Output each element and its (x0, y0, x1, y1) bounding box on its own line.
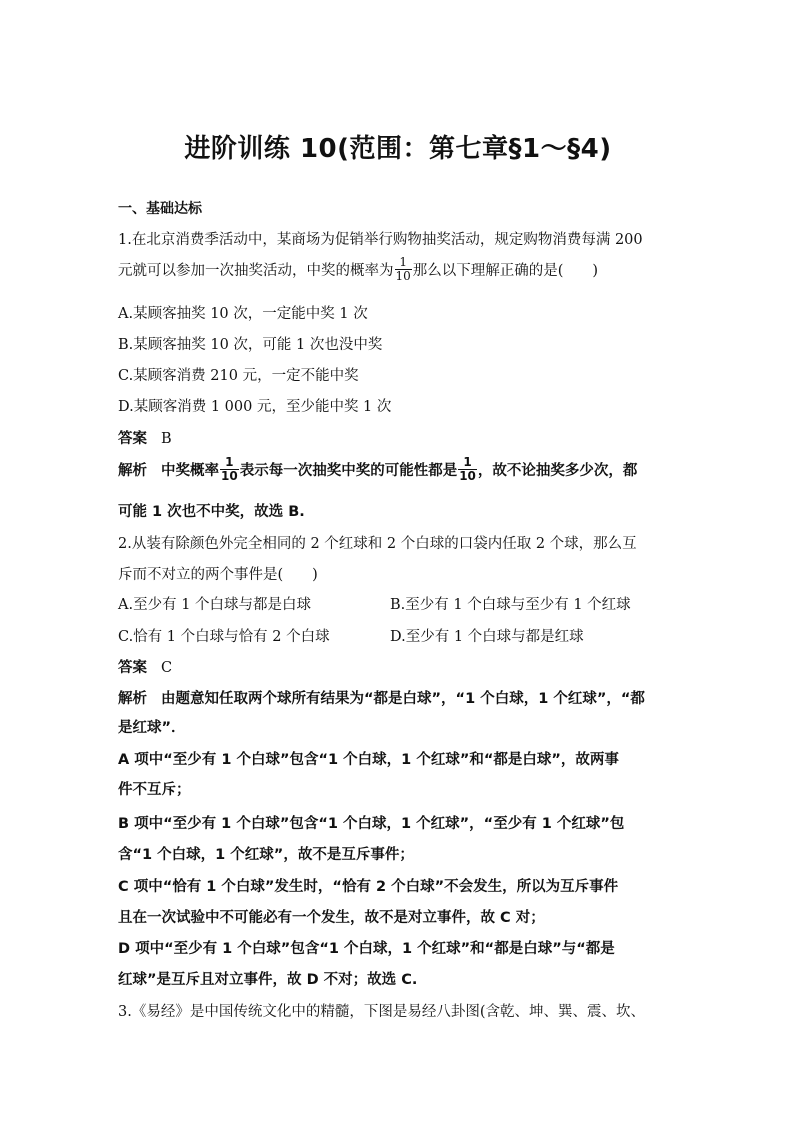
q1-analysis-mid: 表示每一次抽奖中奖的可能性都是 (239, 463, 458, 480)
q1-analysis-fraction-2-numerator: 1 (458, 456, 477, 470)
q2-a-line2: 件不互斥； (118, 782, 191, 798)
q1-stem-line2-pre: 元就可以参加一次抽奖活动，中奖的概率为 (118, 263, 394, 280)
q2-option-b: B.至少有 1 个白球与至少有 1 个红球 (390, 597, 631, 613)
q1-stem-line2 (118, 255, 599, 284)
q2-c-line2: 且在一次试验中不可能必有一个发生，故不是对立事件，故 C 对； (118, 910, 545, 926)
q2-d-line1: D 项中“至少有 1 个白球”包含“1 个白球，1 个红球”和“都是白球”与“都是 (118, 941, 615, 957)
q3-stem-line1: 3.《易经》是中国传统文化中的精髓，下图是易经八卦图(含乾、坤、巽、震、坎、 (118, 1004, 645, 1020)
q1-analysis-fraction-1-numerator: 1 (220, 456, 239, 470)
q2-answer-value: C (161, 660, 173, 676)
q2-b-line1: B 项中“至少有 1 个白球”包含“1 个白球，1 个红球”，“至少有 1 个红球”包 (118, 816, 625, 832)
q1-option-d: D.某顾客消费 1 000 元，至少能中奖 1 次 (118, 399, 392, 415)
q1-analysis-fraction-2-denominator: 10 (459, 468, 476, 483)
q1-option-c: C.某顾客消费 210 元，一定不能中奖 (118, 368, 359, 384)
q2-option-d: D.至少有 1 个白球与都是红球 (390, 629, 584, 645)
q1-option-b: B.某顾客抽奖 10 次，可能 1 次也没中奖 (118, 337, 383, 353)
q2-options-row1 (118, 593, 311, 614)
q2-analysis-line2: 是红球”． (118, 720, 186, 736)
q2-answer (118, 656, 172, 677)
q1-fraction (395, 256, 412, 282)
page-title: 进阶训练 10(范围：第七章§1～§4) (184, 134, 612, 164)
q1-analysis-fraction-1 (220, 456, 239, 482)
q2-analysis-text: 由题意知任取两个球所有结果为“都是白球”，“1 个白球，1 个红球”，“都 (161, 691, 645, 707)
q1-analysis-fraction-2 (458, 456, 477, 482)
q1-answer-value: B (161, 431, 172, 447)
q2-analysis-line1 (118, 687, 645, 708)
q2-c-line1: C 项中“恰有 1 个白球”发生时，“恰有 2 个白球”不会发生，所以为互斥事件 (118, 879, 619, 895)
q2-stem-line2: 斥而不对立的两个事件是( ) (118, 567, 318, 583)
q1-analysis-line1 (118, 455, 638, 484)
q1-analysis-label: 解析 (118, 463, 147, 480)
q2-analysis-label: 解析 (118, 691, 147, 707)
q1-analysis-pre: 中奖概率 (161, 463, 219, 480)
q1-analysis-fraction-1-denominator: 10 (221, 468, 238, 483)
q1-answer-label: 答案 (118, 431, 147, 447)
q2-stem-line1: 2.从装有除颜色外完全相同的 2 个红球和 2 个白球的口袋内任取 2 个球，那么互 (118, 536, 637, 552)
q2-a-line1: A 项中“至少有 1 个白球”包含“1 个白球，1 个红球”和“都是白球”，故两事 (118, 752, 619, 768)
q1-answer (118, 427, 172, 448)
q2-d-line2: 红球”是互斥且对立事件，故 D 不对；故选 C. (118, 972, 418, 988)
q1-analysis-line2: 可能 1 次也不中奖，故选 B. (118, 504, 305, 520)
section-heading: 一、基础达标 (118, 201, 202, 217)
q2-answer-label: 答案 (118, 660, 147, 676)
q1-fraction-numerator: 1 (395, 256, 412, 270)
q1-analysis-post: ，故不论抽奖多少次，都 (477, 463, 638, 480)
q1-stem-line2-post: 那么以下理解正确的是( ) (412, 263, 599, 280)
q2-option-c: C.恰有 1 个白球与恰有 2 个白球 (118, 629, 330, 645)
q1-stem-line1: 1.在北京消费季活动中，某商场为促销举行购物抽奖活动，规定购物消费每满 200 (118, 232, 643, 248)
q2-option-a: A.至少有 1 个白球与都是白球 (118, 597, 312, 613)
q2-b-line2: 含“1 个白球，1 个红球”，故不是互斥事件； (118, 847, 414, 863)
q1-option-a: A.某顾客抽奖 10 次，一定能中奖 1 次 (118, 306, 368, 322)
q1-fraction-denominator: 10 (395, 268, 411, 283)
